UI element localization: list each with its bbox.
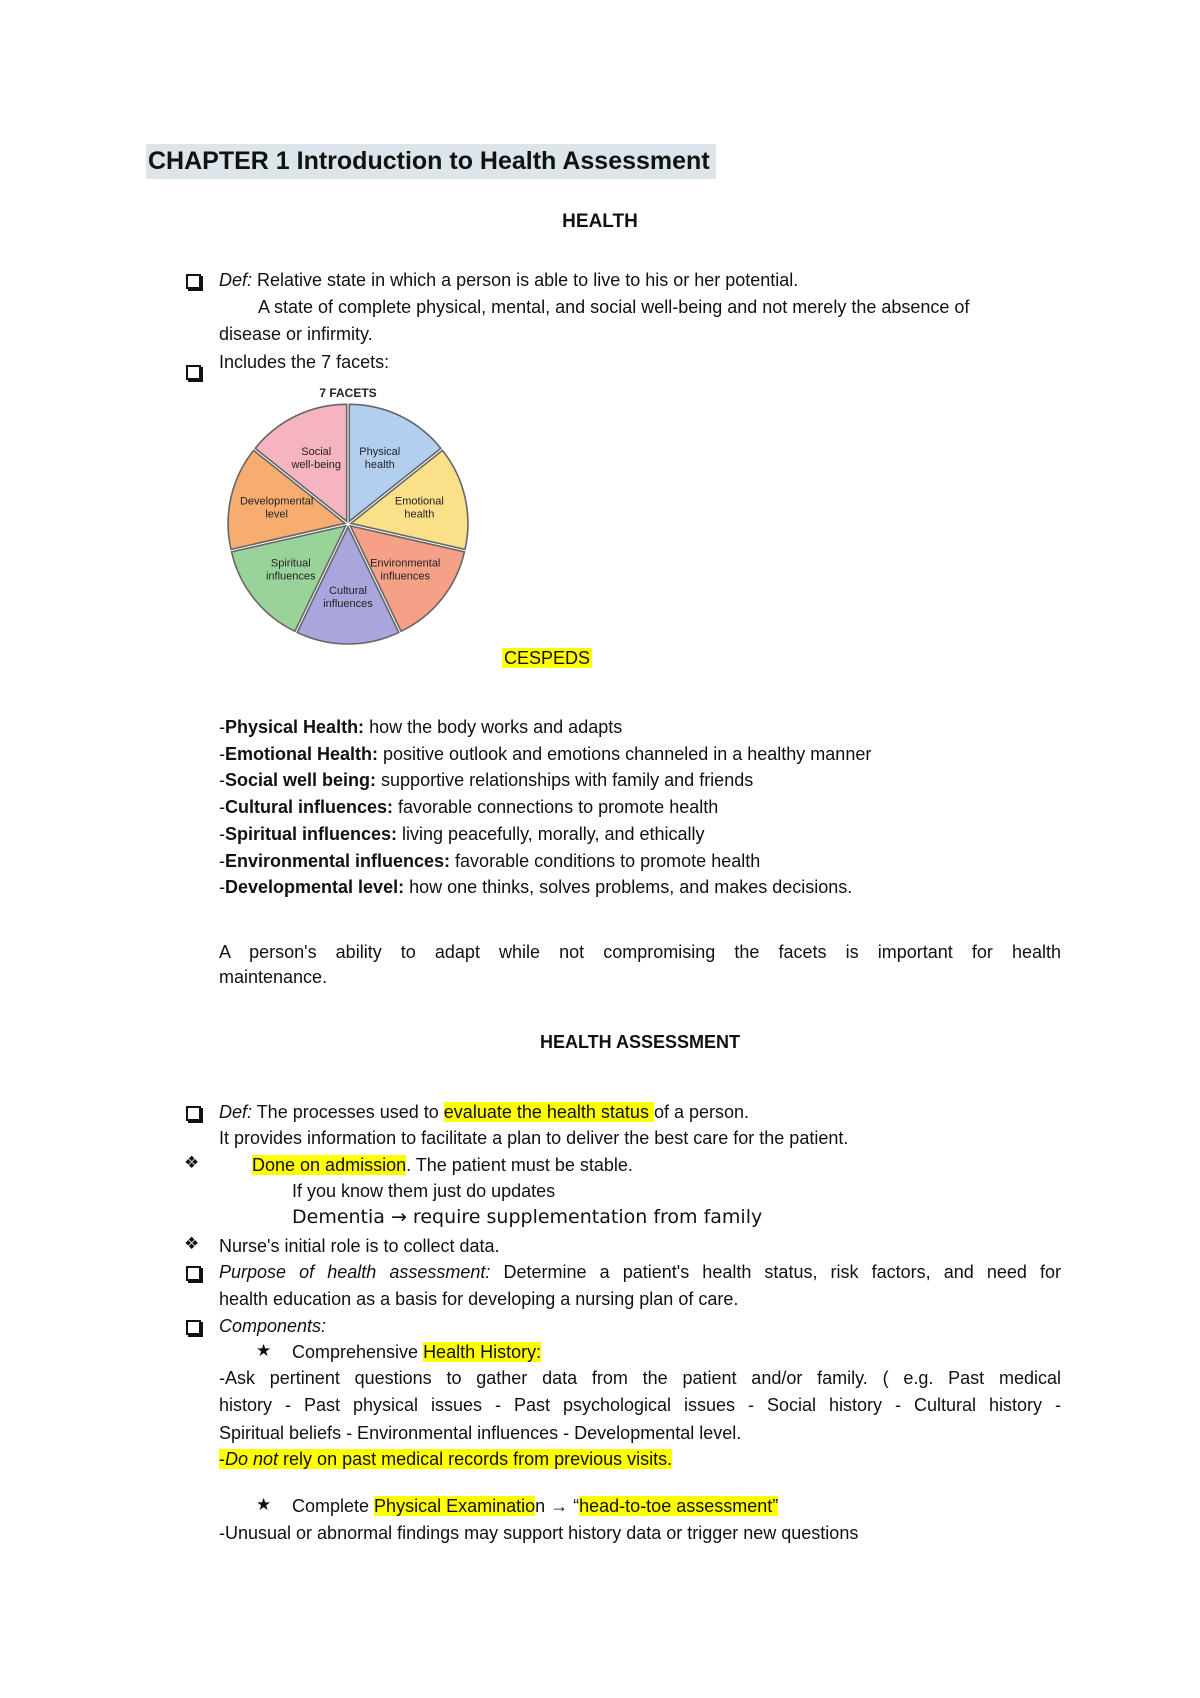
diamond-bullet-icon: ❖ — [184, 1153, 200, 1172]
facet-definition: -Spiritual influences: living peacefully, morally, and ethically — [219, 823, 705, 844]
updates-note: If you know them just do updates — [292, 1181, 556, 1201]
health-definition-line2: A state of complete physical, mental, and social well-being and not merely the absence of — [258, 297, 970, 317]
purpose-line1: Purpose of health assessment: Determine a patient's health status, risk factors, and need for — [219, 1262, 1062, 1282]
facet-definition: -Emotional Health: positive outlook and emotions channeled in a healthy manner — [219, 743, 872, 764]
star-bullet-icon: ★ — [256, 1341, 272, 1360]
star-bullet-icon: ★ — [256, 1495, 272, 1514]
mnemonic-wrap — [0, 648, 1200, 669]
unusual-findings: -Unusual or abnormal findings may support history data or trigger new questions — [219, 1523, 859, 1543]
ask-questions-line1: -Ask pertinent questions to gather data from the patient and/or family. ( e.g. Past medical — [219, 1368, 1061, 1388]
pie-slice-label: Social well-being — [291, 446, 342, 472]
health-definition: Def: Relative state in which a person is able to live to his or her potential. — [219, 270, 799, 290]
checkbox-bullet-icon — [186, 1320, 201, 1335]
facet-definition: -Physical Health: how the body works and adapts — [219, 717, 623, 737]
pie-slice-label: Emotional health — [394, 495, 444, 521]
pie-slice-label: Cultural influences — [323, 585, 373, 611]
pie-slice-label: Environmental influences — [370, 557, 441, 583]
checkbox-bullet-icon — [186, 1266, 201, 1281]
nurse-role: Nurse's initial role is to collect data. — [219, 1236, 500, 1256]
chart-title: 7 FACETS — [319, 386, 377, 400]
health-history-item: Comprehensive Health History: — [292, 1342, 542, 1362]
adapt-paragraph-line1: A person's ability to adapt while not compromising the facets is important for health — [219, 942, 1061, 962]
ask-questions-line2: history - Past physical issues - Past psychological issues - Social history - Cultural history - — [219, 1395, 1061, 1415]
adapt-paragraph-line2: maintenance. — [219, 967, 328, 987]
checkbox-bullet-icon — [186, 274, 201, 289]
section-heading-health: HEALTH — [562, 211, 638, 232]
seven-facets-pie-chart — [222, 385, 482, 655]
facet-definition: -Cultural influences: favorable connections to promote health — [219, 797, 719, 818]
pie-slice-label: Physical health — [359, 446, 401, 472]
checkbox-bullet-icon — [186, 1106, 201, 1121]
physical-exam-item: Complete Physical Examination → “head-to-toe assessment” — [292, 1496, 779, 1516]
mnemonic-cespeds: CESPEDS — [503, 648, 591, 668]
facet-definition: -Environmental influences: favorable conditions to promote health — [219, 850, 761, 871]
diamond-bullet-icon: ❖ — [184, 1234, 200, 1253]
components-label: Components: — [219, 1316, 327, 1336]
checkbox-bullet-icon — [186, 365, 201, 380]
page-title: CHAPTER 1 Introduction to Health Assessment — [146, 144, 716, 179]
ask-questions-line3: Spiritual beliefs - Environmental influences - Developmental level. — [219, 1423, 742, 1443]
purpose-line2: health education as a basis for developing a nursing plan of care. — [219, 1289, 739, 1309]
dementia-note: Dementia → require supplementation from family — [292, 1206, 763, 1228]
assessment-definition: Def: The processes used to evaluate the health status of a person. — [219, 1102, 750, 1122]
health-definition-line3: disease or infirmity. — [219, 324, 373, 344]
assessment-provides: It provides information to facilitate a plan to deliver the best care for the patient. — [219, 1128, 849, 1148]
section-heading-health-assessment: HEALTH ASSESSMENT — [539, 1032, 740, 1052]
pie-slice-label: Spiritual influences — [265, 557, 316, 583]
facet-definition: -Social well being: supportive relationships with family and friends — [219, 770, 754, 791]
do-not-rely-note: -Do not rely on past medical records from previous visits. — [219, 1449, 673, 1469]
done-on-admission: Done on admission. The patient must be stable. — [252, 1155, 633, 1175]
pie-slice-label: Developmental level — [239, 495, 314, 521]
facet-definition: -Developmental level: how one thinks, solves problems, and makes decisions. — [219, 877, 853, 898]
facets-intro: Includes the 7 facets: — [219, 352, 390, 372]
